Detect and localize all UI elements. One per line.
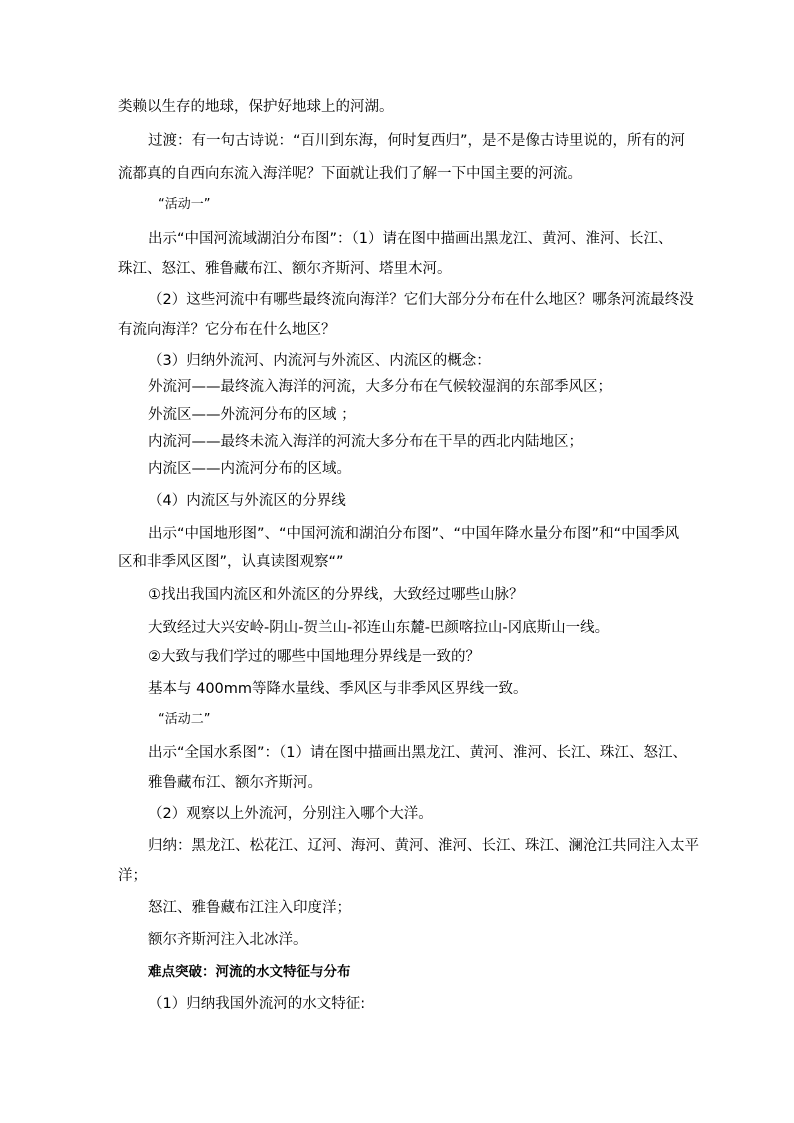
text-line: 怒江、雅鲁藏布江注入印度洋； — [148, 900, 351, 916]
text-line: （3）归纳外流河、内流河与外流区、内流区的概念： — [148, 353, 491, 369]
text-line: 出示“中国地形图”、“中国河流和湖泊分布图”、“中国年降水量分布图”和“中国季风 — [148, 526, 680, 542]
text-line: 珠江、怒江、雅鲁藏布江、额尔齐斯河、塔里木河。 — [118, 261, 452, 277]
text-line: 过渡：有一句古诗说：“百川到东海，何时复西归”，是不是像古诗里说的，所有的河 — [148, 133, 686, 149]
text-line: 内流河——最终未流入海洋的河流大多分布在干旱的西北内陆地区； — [148, 434, 583, 450]
text-line: （4）内流区与外流区的分界线 — [148, 493, 346, 509]
text-line: ②大致与我们学过的哪些中国地理分界线是一致的？ — [148, 649, 480, 665]
text-line: 大致经过大兴安岭-阴山-贺兰山-祁连山东麓-巴颜喀拉山-冈底斯山一线。 — [148, 620, 610, 636]
section-heading: 难点突破：河流的水文特征与分布 — [148, 964, 351, 980]
text-line: 基本与 400mm等降水量线、季风区与非季风区界线一致。 — [148, 681, 528, 697]
text-line: 有流向海洋？它分布在什么地区？ — [118, 322, 336, 338]
text-line: 出示“全国水系图”：（1）请在图中描画出黑龙江、黄河、淮河、长江、珠江、怒江、 — [148, 745, 687, 761]
text-line: ①找出我国内流区和外流区的分界线，大致经过哪些山脉？ — [148, 587, 524, 603]
text-line: （2）观察以上外流河，分别注入哪个大洋。 — [148, 806, 433, 822]
text-line: 归纳：黑龙江、松花江、辽河、海河、黄河、淮河、长江、珠江、澜沧江共同注入太平 — [148, 838, 699, 854]
text-line: 区和非季风区图”，认真读图观察“” — [118, 554, 344, 570]
text-line: 出示“中国河流域湖泊分布图”：（1）请在图中描画出黑龙江、黄河、淮河、长江、 — [148, 231, 673, 247]
text-line: （2）这些河流中有哪些最终流向海洋？它们大部分分布在什么地区？哪条河流最终没 — [148, 292, 694, 308]
text-line: 额尔齐斯河注入北冰洋。 — [148, 932, 308, 948]
text-line: 外流区——外流河分布的区域 ； — [148, 407, 356, 423]
text-line: 外流河——最终流入海洋的河流，大多分布在气候较湿润的东部季风区； — [148, 379, 612, 395]
text-line: （1）归纳我国外流河的水文特征: — [148, 996, 366, 1012]
text-line: 类赖以生存的地球，保护好地球上的河湖。 — [118, 99, 394, 115]
text-line: 雅鲁藏布江、额尔齐斯河。 — [148, 775, 322, 791]
text-line: 内流区——内流河分布的区域。 — [148, 461, 351, 477]
text-line: “活动二” — [158, 712, 211, 727]
text-line: “活动一” — [158, 197, 211, 212]
text-line: 流都真的自西向东流入海洋呢？下面就让我们了解一下中国主要的河流。 — [118, 166, 582, 182]
text-line: 洋； — [118, 868, 147, 884]
